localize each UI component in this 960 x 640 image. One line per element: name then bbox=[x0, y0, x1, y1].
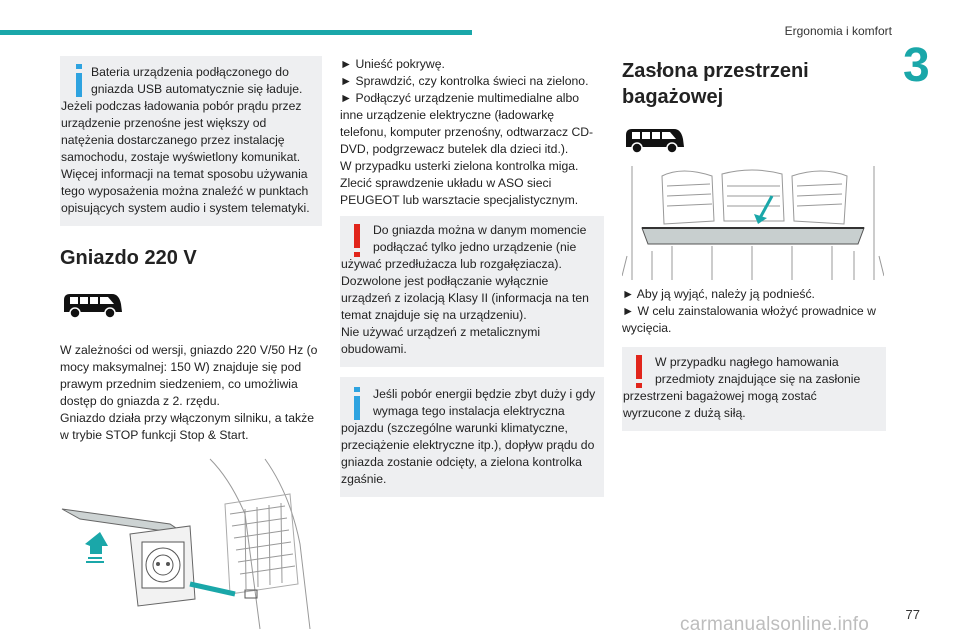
warning-text-line1: W przypadku nagłego hamowania bbox=[655, 355, 839, 369]
info-text-line2: wymaga tego instalacja elektryczna bbox=[373, 404, 565, 418]
luggage-cover-illustration bbox=[622, 166, 884, 280]
info-text: pojazdu (szczególne warunki klimatyczne, przeciążenie elektryczne itp.), dopływ prądu do gniazda zostanie odcięty, a zielona kontrolka zgaśnie. bbox=[341, 421, 595, 486]
step-item: ► Aby ją wyjąć, należy ją podnieść. bbox=[622, 287, 815, 301]
section-heading-luggage-cover: Zasłona przestrzeni bagażowej bbox=[622, 60, 809, 108]
step-item: ► Podłączyć urządzenie multimedialne albo inne urządzenie elektryczne (ładowarkę telefonu, komputer przenośny, odtwarzacz CD-DVD, podgrzewacz butelek dla dzieci itd.). bbox=[340, 91, 594, 156]
warning-icon bbox=[346, 224, 368, 258]
section-title: Ergonomia i komfort bbox=[784, 24, 892, 38]
header-accent-bar bbox=[0, 30, 472, 35]
step-item: ► Unieść pokrywę. bbox=[340, 57, 445, 71]
fault-text: W przypadku usterki zielona kontrolka miga. Zlecić sprawdzenie układu w ASO sieci PEUGEOT lub warsztacie specjalistycznym. bbox=[340, 159, 579, 207]
info-text: Jeżeli podczas ładowania pobór prądu przez urządzenie przenośne jest większy od natężenia dostarczanego przez instalację samochodu, zostaje wyświetlony komunikat. Więcej informacji na temat sposobu używania tego wyposażenia można znaleźć w punktach opisujących system audio i system telematyki. bbox=[61, 99, 310, 215]
info-box bbox=[60, 56, 322, 226]
info-box bbox=[340, 377, 604, 497]
page-number: 77 bbox=[905, 607, 920, 622]
column-3 bbox=[622, 58, 886, 431]
van-icon bbox=[624, 125, 686, 155]
info-text-line2: gniazda USB automatycznie się ładuje. bbox=[91, 82, 303, 96]
socket-description: W zależności od wersji, gniazdo 220 V/50 Hz (o mocy maksymalnej: 150 W) znajduje się pod prawym przednim siedzeniem, co umożliwia dostęp do gniazda z 2. rzędu. bbox=[60, 343, 318, 408]
van-icon bbox=[62, 290, 124, 320]
step-item: ► Sprawdzić, czy kontrolka świeci na zielono. bbox=[340, 74, 589, 88]
column-2 bbox=[340, 56, 604, 497]
info-text-line1: Bateria urządzenia podłączonego do bbox=[91, 65, 289, 79]
warning-text-line2: podłączać tylko jedno urządzenie (nie bbox=[373, 240, 577, 254]
warning-box bbox=[622, 347, 886, 431]
watermark: carmanualsonline.info bbox=[680, 614, 870, 635]
section-heading-socket: Gniazdo 220 V bbox=[60, 247, 197, 269]
warning-box bbox=[340, 216, 604, 367]
warning-icon bbox=[628, 355, 650, 389]
info-icon bbox=[68, 64, 90, 98]
socket-illustration bbox=[60, 454, 322, 634]
step-item: ► W celu zainstalowania włożyć prowadnice w wycięcia. bbox=[622, 304, 876, 335]
info-icon bbox=[346, 387, 368, 421]
warning-text: używać przedłużacza lub rozgałęziacza). Dozwolone jest podłączanie wyłącznie urządzeń z izolacją Klasy II (informacja na ten temat znajduje się na urządzeniu). bbox=[341, 257, 589, 322]
warning-text-2: Nie używać urządzeń z metalicznymi obudowami. bbox=[341, 325, 541, 356]
warning-text-line1: Do gniazda można w danym momencie bbox=[373, 223, 587, 237]
chapter-number: 3 bbox=[903, 39, 930, 92]
warning-text: przestrzeni bagażowej mogą zostać wyrzucone z dużą siłą. bbox=[623, 389, 817, 420]
warning-text-line2: przedmioty znajdujące się na zasłonie bbox=[655, 372, 861, 386]
column-1 bbox=[60, 56, 322, 634]
info-text-line1: Jeśli pobór energii będzie zbyt duży i gdy bbox=[373, 387, 596, 401]
socket-operation: Gniazdo działa przy włączonym silniku, a także w trybie STOP funkcji Stop & Start. bbox=[60, 411, 315, 442]
